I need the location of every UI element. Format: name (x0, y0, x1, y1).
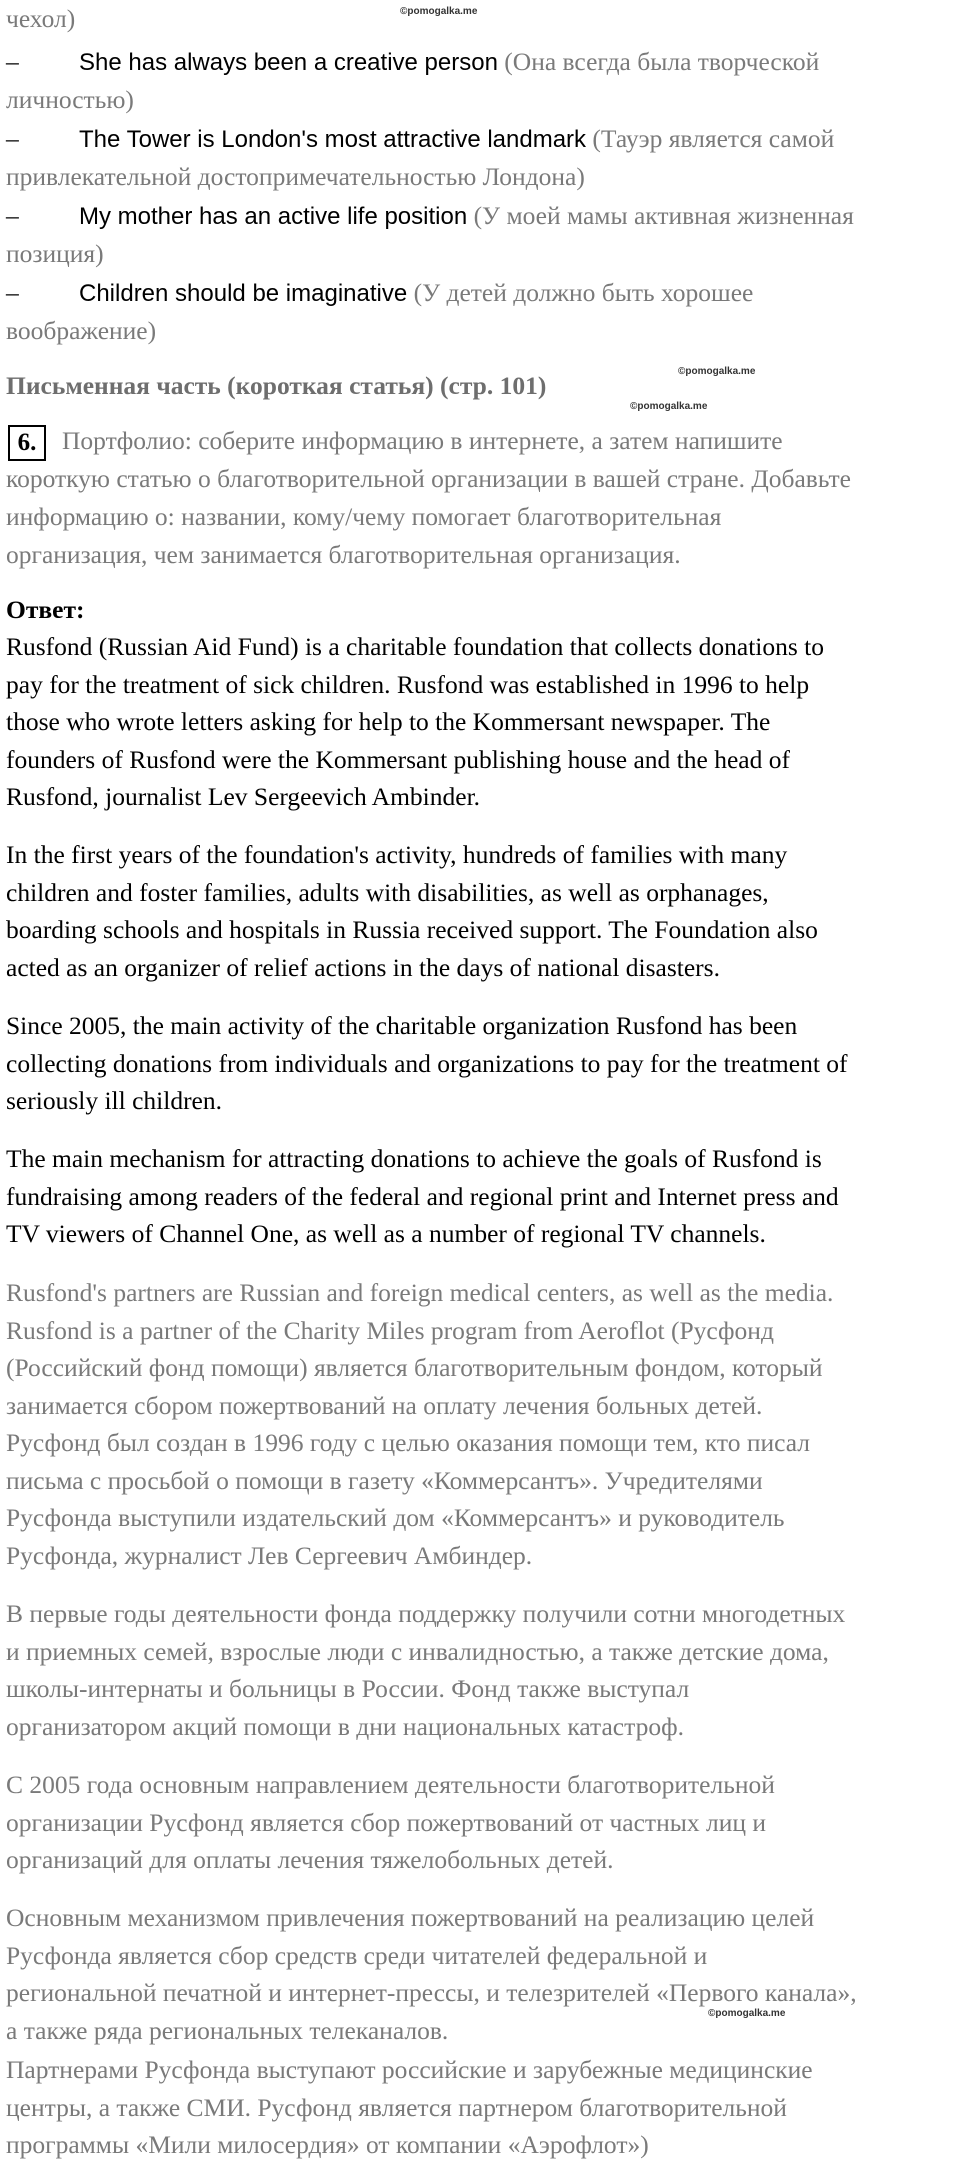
task-number-box: 6. (8, 425, 46, 461)
paragraph-line: founders of Rusfond were the Kommersant publishing house and the head of (6, 745, 790, 774)
top-fragment: чехол) (6, 4, 76, 33)
paragraph-line: организаций для оплаты лечения тяжелобольных детей. (6, 1845, 614, 1874)
list-dash: – (6, 201, 19, 230)
paragraph-line: boarding schools and hospitals in Russia received support. The Foundation also (6, 915, 818, 944)
paragraph-line: Rusfond (Russian Aid Fund) is a charitable foundation that collects donations to (6, 632, 825, 661)
paragraph-line: В первые годы деятельности фонда поддержку получили сотни многодетных (6, 1599, 846, 1628)
russian-translation-continued: личностью) (6, 85, 134, 114)
paragraph-line: Русфонда является сбор средств среди читателей федеральной и (6, 1941, 708, 1970)
watermark: ©pomogalka.me (630, 401, 708, 412)
russian-translation: (Тауэр является самой (592, 124, 835, 153)
paragraph-line: и приемных семей, взрослые люди с инвалидностью, а также детские дома, (6, 1637, 829, 1666)
paragraph-line: (Российский фонд помощи) является благотворительным фондом, который (6, 1353, 823, 1382)
paragraph-line: занимается сбором пожертвований на оплату лечения больных детей. (6, 1391, 763, 1420)
paragraph-line: С 2005 года основным направлением деятельности благотворительной (6, 1770, 775, 1799)
paragraph-line: those who wrote letters asking for help to the Kommersant newspaper. The (6, 707, 771, 736)
paragraph-line: acted as an organizer of relief actions in the days of national disasters. (6, 953, 720, 982)
list-item (79, 197, 854, 236)
english-phrase: Children should be imaginative (79, 280, 408, 307)
list-dash: – (6, 278, 19, 307)
paragraph-line: In the first years of the foundation's activity, hundreds of families with many (6, 840, 788, 869)
paragraph-line: региональной печатной и интернет-прессы, и телезрителей «Первого канала», (6, 1978, 857, 2007)
paragraph-line: Rusfond, journalist Lev Sergeevich Ambinder. (6, 782, 481, 811)
paragraph-line: Русфонд был создан в 1996 году с целью оказания помощи тем, кто писал (6, 1428, 811, 1457)
task-text-line: организация, чем занимается благотворительная организация. (6, 540, 681, 569)
paragraph-line: Since 2005, the main activity of the charitable organization Rusfond has been (6, 1011, 798, 1040)
paragraph-line: программы «Мили милосердия» от компании «Аэрофлот») (6, 2130, 649, 2159)
task-text-line: информацию о: названии, кому/чему помогает благотворительная (6, 502, 722, 531)
paragraph-line: pay for the treatment of sick children. Rusfond was established in 1996 to help (6, 670, 810, 699)
list-item (79, 120, 834, 159)
paragraph-line: школы-интернаты и больницы в России. Фонд также выступал (6, 1674, 690, 1703)
watermark: ©pomogalka.me (708, 2008, 786, 2019)
russian-translation: (Она всегда была творческой (504, 47, 820, 76)
paragraph-line: письма с просьбой о помощи в газету «Коммерсантъ». Учредителями (6, 1466, 763, 1495)
list-item (79, 274, 753, 313)
list-dash: – (6, 124, 19, 153)
paragraph-line: а также ряда региональных телеканалов. (6, 2016, 449, 2045)
paragraph-line: организации Русфонд является сбор пожертвований от частных лиц и (6, 1808, 767, 1837)
paragraph-line: Русфонда выступили издательский дом «Коммерсантъ» и руководитель (6, 1503, 785, 1532)
russian-translation-continued: воображение) (6, 316, 157, 345)
paragraph-line: Rusfond is a partner of the Charity Miles program from Aeroflot (Русфонд (6, 1316, 774, 1345)
russian-translation: (У моей мамы активная жизненная (473, 201, 854, 230)
english-phrase: The Tower is London's most attractive landmark (79, 126, 587, 153)
russian-translation-continued: привлекательной достопримечательностью Лондона) (6, 162, 585, 191)
paragraph-line: fundraising among readers of the federal and regional print and Internet press and (6, 1182, 839, 1211)
paragraph-line: collecting donations from individuals and organizations to pay for the treatment of (6, 1049, 848, 1078)
task-text-line: короткую статью о благотворительной организации в вашей стране. Добавьте (6, 464, 851, 493)
english-phrase: My mother has an active life position (79, 203, 468, 230)
paragraph-line: children and foster families, adults with disabilities, as well as orphanages, (6, 878, 769, 907)
paragraph-line: Партнерами Русфонда выступают российские и зарубежные медицинские (6, 2055, 813, 2084)
paragraph-line: Основным механизмом привлечения пожертвований на реализацию целей (6, 1903, 815, 1932)
list-item (79, 43, 819, 82)
english-phrase: She has always been a creative person (79, 49, 498, 76)
task-text-line: Портфолио: соберите информацию в интернете, а затем напишите (62, 426, 783, 455)
answer-label: Ответ: (6, 595, 85, 624)
paragraph-line: центры, а также СМИ. Русфонд является партнером благотворительной (6, 2093, 787, 2122)
paragraph-line: The main mechanism for attracting donations to achieve the goals of Rusfond is (6, 1144, 822, 1173)
paragraph-line: TV viewers of Channel One, as well as a number of regional TV channels. (6, 1219, 766, 1248)
paragraph-line: seriously ill children. (6, 1086, 223, 1115)
russian-translation-continued: позиция) (6, 239, 104, 268)
list-dash: – (6, 47, 19, 76)
russian-translation: (У детей должно быть хорошее (413, 278, 754, 307)
paragraph-line: организатором акций помощи в дни национальных катастроф. (6, 1712, 684, 1741)
watermark: ©pomogalka.me (678, 366, 756, 377)
watermark: ©pomogalka.me (400, 6, 478, 17)
section-heading: Письменная часть (короткая статья) (стр. 101) (6, 371, 547, 400)
paragraph-line: Rusfond's partners are Russian and foreign medical centers, as well as the media. (6, 1278, 834, 1307)
paragraph-line: Русфонда, журналист Лев Сергеевич Амбиндер. (6, 1541, 533, 1570)
